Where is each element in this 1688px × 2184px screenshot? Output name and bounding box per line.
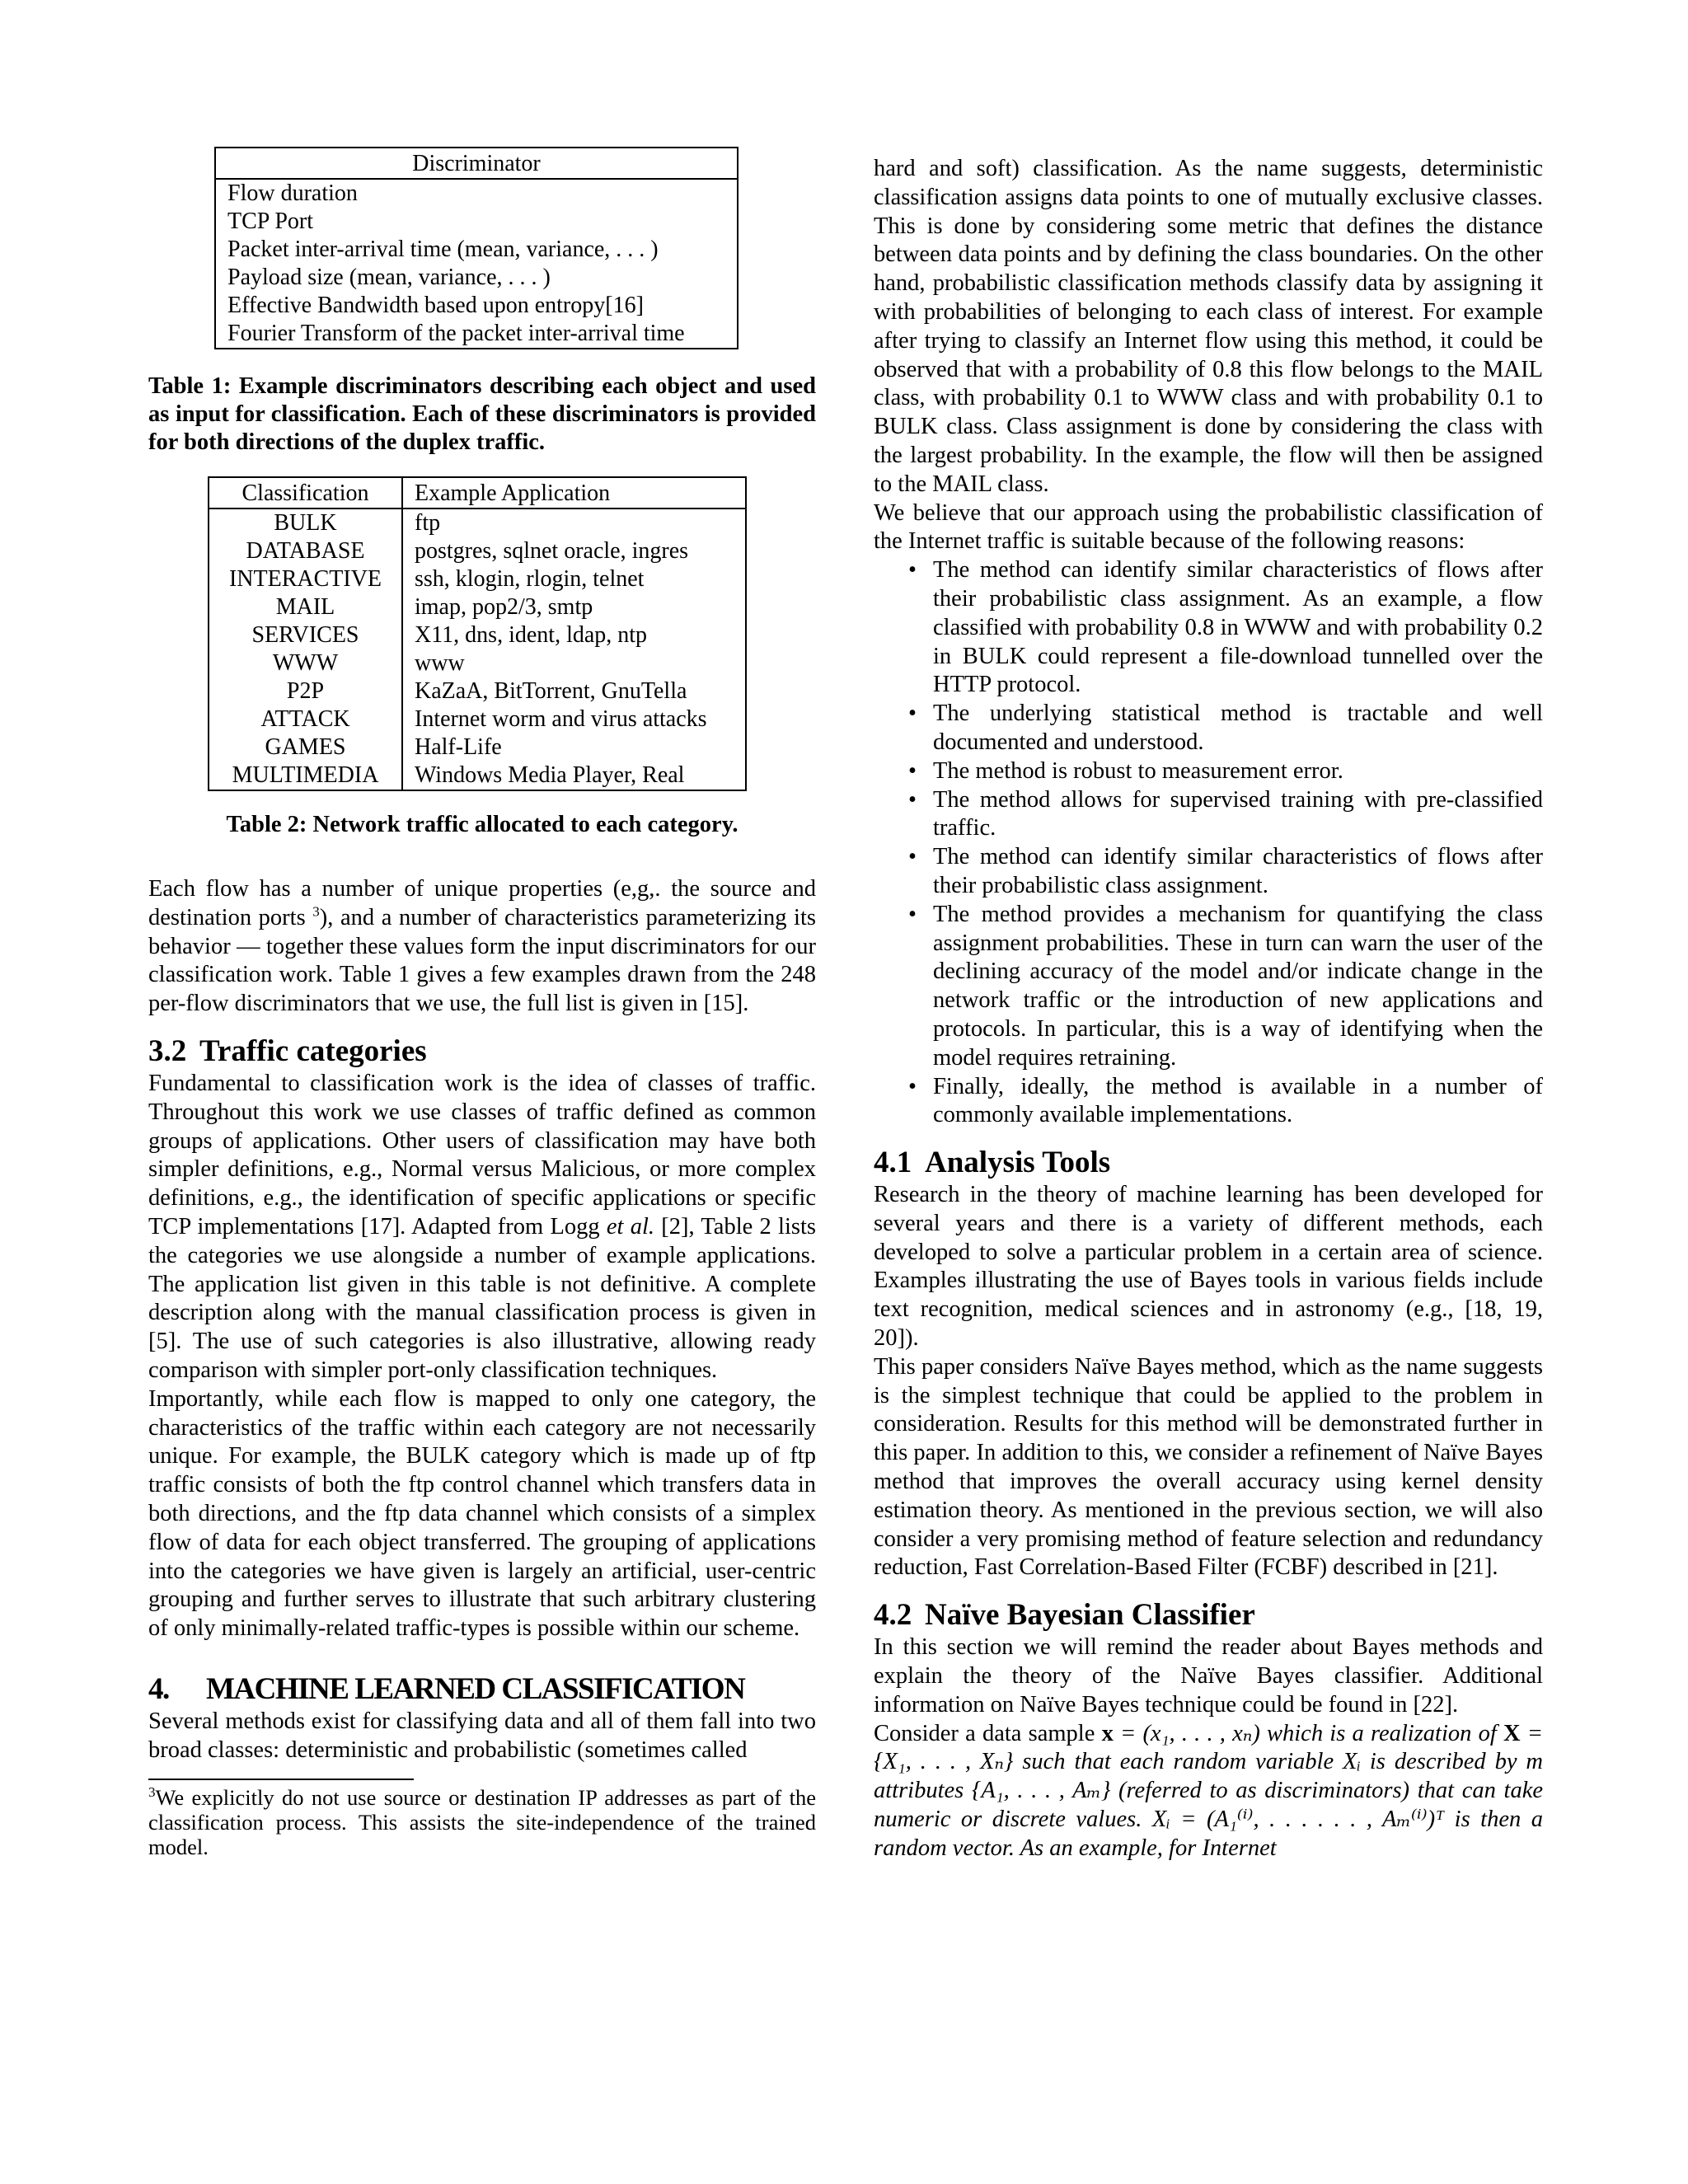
table-2-caption: Table 2: Network traffic allocated to each category. [226, 812, 738, 837]
text-span: = {X₁, . . . , Xₙ} such that each random variable Xᵢ is described by m attributes {A₁, . . . , Aₘ} (referred to as discriminators) that can take numeric or discrete values. Xᵢ = (A₁⁽ⁱ⁾, . . . . . . , Aₘ⁽ⁱ⁾)ᵀ is then a random vector. As an example, for Internet [874, 1720, 1543, 1861]
footnote-rule [148, 1779, 414, 1780]
table-2-cell: ftp [415, 510, 441, 536]
section-title: MACHINE LEARNED CLASSIFICATION [206, 1671, 745, 1706]
paragraph: In this section we will remind the reader about Bayes methods and explain the theory of the Naïve Bayes classifier. Additional information on Naïve Bayes technique could be found in [22]. [874, 1634, 1543, 1718]
section-title: Analysis Tools [925, 1146, 1111, 1180]
math-symbol: x [1101, 1720, 1114, 1746]
section-heading-4 [148, 1671, 816, 1708]
text-span: [2], Table 2 lists the categories we use alongside a number of example applications. The application list given in this table is not definitive. A complete description along with the manual classification process is given in [5]. The use of such categories is also illustrative, allowing ready comparison with simpler port-only classification techniques. [148, 1213, 816, 1383]
section-number: 4. [148, 1671, 169, 1706]
paragraph: We believe that our approach using the probabilistic classification of the Internet traffic is suitable because of the following reasons: [874, 499, 1543, 555]
table-2-cell: SERVICES [209, 621, 402, 649]
footnote [148, 1785, 816, 1859]
table-row [209, 705, 746, 733]
text-span: ), and a number of characteristics parameterizing its behavior — together these values form the input discriminators for our classification work. Table 1 gives a few examples drawn from the 248 per-flow discriminators that we use, the full list is given in [15]. [148, 904, 816, 1017]
table-2-cell: BULK [209, 509, 402, 537]
table-2-cell: KaZaA, BitTorrent, GnuTella [415, 678, 687, 704]
table-2-cell: P2P [209, 677, 402, 705]
section-title: Naïve Bayesian Classifier [925, 1598, 1255, 1633]
footnote-block [148, 1779, 816, 1859]
emphasis: et al. [606, 1213, 655, 1240]
table-row [209, 565, 746, 593]
bullet-icon: • [908, 901, 917, 927]
list-item-text: The method can identify similar characteristics of flows after their probabilistic class assignment. As an example, a flow classified with probability 0.8 in WWW and with probability 0.2 in BULK could represent a file-download tunnelled over the HTTP protocol. [933, 557, 1543, 698]
list-item-text: The method can identify similar characteristics of flows after their probabilistic class assignment. [933, 844, 1543, 898]
paragraph [148, 875, 816, 1019]
table-2-cell: Internet worm and virus attacks [415, 706, 707, 732]
table-2-cell: WWW [209, 649, 402, 677]
list-item [874, 901, 1543, 1073]
text-span: Fundamental to classification work is the idea of classes of traffic. Throughout this work we use classes of traffic defined as common groups of applications. Other users of classification may have both simpler definitions, e.g., Normal versus Malicious, or more complex definitions, e.g., the identification of specific applications or specific TCP implementations [17]. Adapted from Logg [148, 1070, 816, 1240]
list-item-text: The underlying statistical method is tractable and well documented and understood. [933, 701, 1543, 755]
reasons-list [874, 556, 1543, 1130]
table-2-header-classification: Classification [209, 477, 402, 509]
footnote-mark: 3 [148, 1783, 156, 1800]
table-2-cell: www [415, 650, 465, 676]
list-item [874, 700, 1543, 757]
right-column [874, 155, 1543, 1863]
section-number: 4.1 [874, 1146, 912, 1180]
list-item-text: The method is robust to measurement error. [933, 757, 1343, 784]
bullet-icon: • [908, 757, 917, 784]
footnote-text: We explicitly do not use source or destination IP addresses as part of the classification process. This assists the site-independence of the trained model. [148, 1784, 816, 1859]
table-2-cell: MAIL [209, 593, 402, 621]
table-row [209, 621, 746, 649]
paragraph: This paper considers Naïve Bayes method, which as the name suggests is the simplest technique that could be applied to the problem in consideration. Results for this method will be demonstrated further in this paper. In addition to this, we consider a refinement of Naïve Bayes method that improves the overall accuracy using kernel density estimation theory. As mentioned in the previous section, we will also consider a very promising method of feature selection and redundancy reduction, Fast Correlation-Based Filter (FCBF) described in [21]. [874, 1353, 1543, 1581]
table-2-cell: ATTACK [209, 705, 402, 733]
list-item [874, 1073, 1543, 1131]
bullet-icon: • [908, 701, 917, 727]
math-symbol: X [1503, 1720, 1521, 1746]
list-item [874, 786, 1543, 844]
table-row [209, 509, 746, 537]
section-heading-3-2 [148, 1033, 816, 1070]
table-row [209, 762, 746, 790]
table-2-cell: Windows Media Player, Real [415, 762, 685, 788]
section-heading-4-1 [874, 1145, 1543, 1181]
table-2-cell: imap, pop2/3, smtp [415, 594, 593, 620]
list-item-text: Finally, ideally, the method is available in a number of commonly available implementations. [933, 1073, 1543, 1128]
table-2-cell: ssh, klogin, rlogin, telnet [415, 566, 645, 592]
bullet-icon: • [908, 557, 917, 583]
table-1-cell: Flow duration [227, 180, 358, 206]
text-span: Consider a data sample [874, 1720, 1102, 1746]
text-span: Each flow has a number of unique properties (e,g,. the source and destination ports [148, 876, 816, 930]
bullet-icon: • [908, 786, 917, 813]
bullet-icon: • [908, 1073, 917, 1099]
list-item [874, 757, 1543, 786]
table-1-cell: Payload size (mean, variance, . . . ) [227, 265, 551, 290]
paragraph: Importantly, while each flow is mapped to only one category, the characteristics of the traffic within each category are not necessarily unique. For example, the BULK category which is made up of ftp traffic consists of both the ftp control channel which transfers data in both directions, and the ftp data channel which consists of a simplex flow of data for each object transferred. The grouping of applications into the categories we have given is largely an artificial, user-centric grouping and further serves to illustrate that such arbitrary clustering of only minimally-related traffic-types is possible within our scheme. [148, 1385, 816, 1642]
table-2-cell: DATABASE [209, 537, 402, 565]
table-row [209, 537, 746, 565]
table-row [209, 649, 746, 677]
table-2-cell: GAMES [209, 733, 402, 762]
table-1 [214, 147, 738, 349]
text-span: = (x₁, . . . , xₙ) which is a realization of [1113, 1720, 1503, 1746]
paragraph: Research in the theory of machine learning has been developed for several years and there is a variety of different methods, each developed to solve a particular problem in a certain area of science. Examples illustrating the use of Bayes tools in various fields include text recognition, medical sciences and in astronomy (e.g., [18, 19, 20]). [874, 1182, 1543, 1352]
table-2-cell: INTERACTIVE [209, 565, 402, 593]
table-1-cell: TCP Port [227, 209, 313, 234]
table-2-header-application: Example Application [402, 477, 746, 509]
paragraph [148, 1070, 816, 1385]
list-item [874, 556, 1543, 700]
bullet-icon: • [908, 844, 917, 870]
list-item-text: The method provides a mechanism for quantifying the class assignment probabilities. These in turn can warn the user of the declining accuracy of the model and/or indicate change in the network traffic or the introduction of new applications and protocols. In particular, this is a way of identifying when the model requires retraining. [933, 901, 1543, 1071]
table-1-cell: Effective Bandwidth based upon entropy[16] [227, 293, 644, 318]
section-number: 4.2 [874, 1598, 912, 1633]
table-row [209, 593, 746, 621]
section-title: Traffic categories [199, 1033, 427, 1068]
paragraph: hard and soft) classification. As the name suggests, deterministic classification assigns data points to one of mutually exclusive classes. This is done by considering some metric that defines the distance between data points and by defining the class boundaries. On the other hand, probabilistic classification methods classify data by assigning it with probabilities of belonging to each class of interest. For example after trying to classify an Internet flow using this method, it could be observed that with a probability of 0.8 this flow belongs to the MAIL class, with probability 0.1 to WWW class and with probability 0.1 to BULK class. Class assignment is done by considering the class with the largest probability. In the example, the flow will then be assigned to the MAIL class. [874, 156, 1543, 497]
table-2-cell: Half-Life [415, 734, 502, 760]
table-2-cell: X11, dns, ident, ldap, ntp [415, 622, 648, 648]
left-column [148, 147, 816, 1859]
section-heading-4-2 [874, 1597, 1543, 1633]
list-item-text: The method allows for supervised training with pre-classified traffic. [933, 786, 1543, 841]
table-1-caption: Table 1: Example discriminators describing each object and used as input for classification. Each of these discriminators is provided for both directions of the duplex traffic. [148, 373, 816, 455]
table-1-header: Discriminator [215, 148, 738, 179]
table-2 [208, 476, 747, 791]
section-number: 3.2 [148, 1033, 187, 1068]
table-2-cell: postgres, sqlnet oracle, ingres [415, 538, 689, 564]
footnote-ref: 3 [312, 903, 320, 920]
table-row [209, 733, 746, 762]
table-2-cell: MULTIMEDIA [209, 762, 402, 790]
table-row [209, 677, 746, 705]
table-1-cell: Fourier Transform of the packet inter-arrival time [227, 321, 685, 346]
table-1-cell: Packet inter-arrival time (mean, variance, . . . ) [227, 237, 659, 262]
paragraph: Several methods exist for classifying data and all of them fall into two broad classes: deterministic and probabilistic (sometimes called [148, 1708, 816, 1763]
list-item [874, 843, 1543, 901]
paragraph [874, 1720, 1543, 1863]
